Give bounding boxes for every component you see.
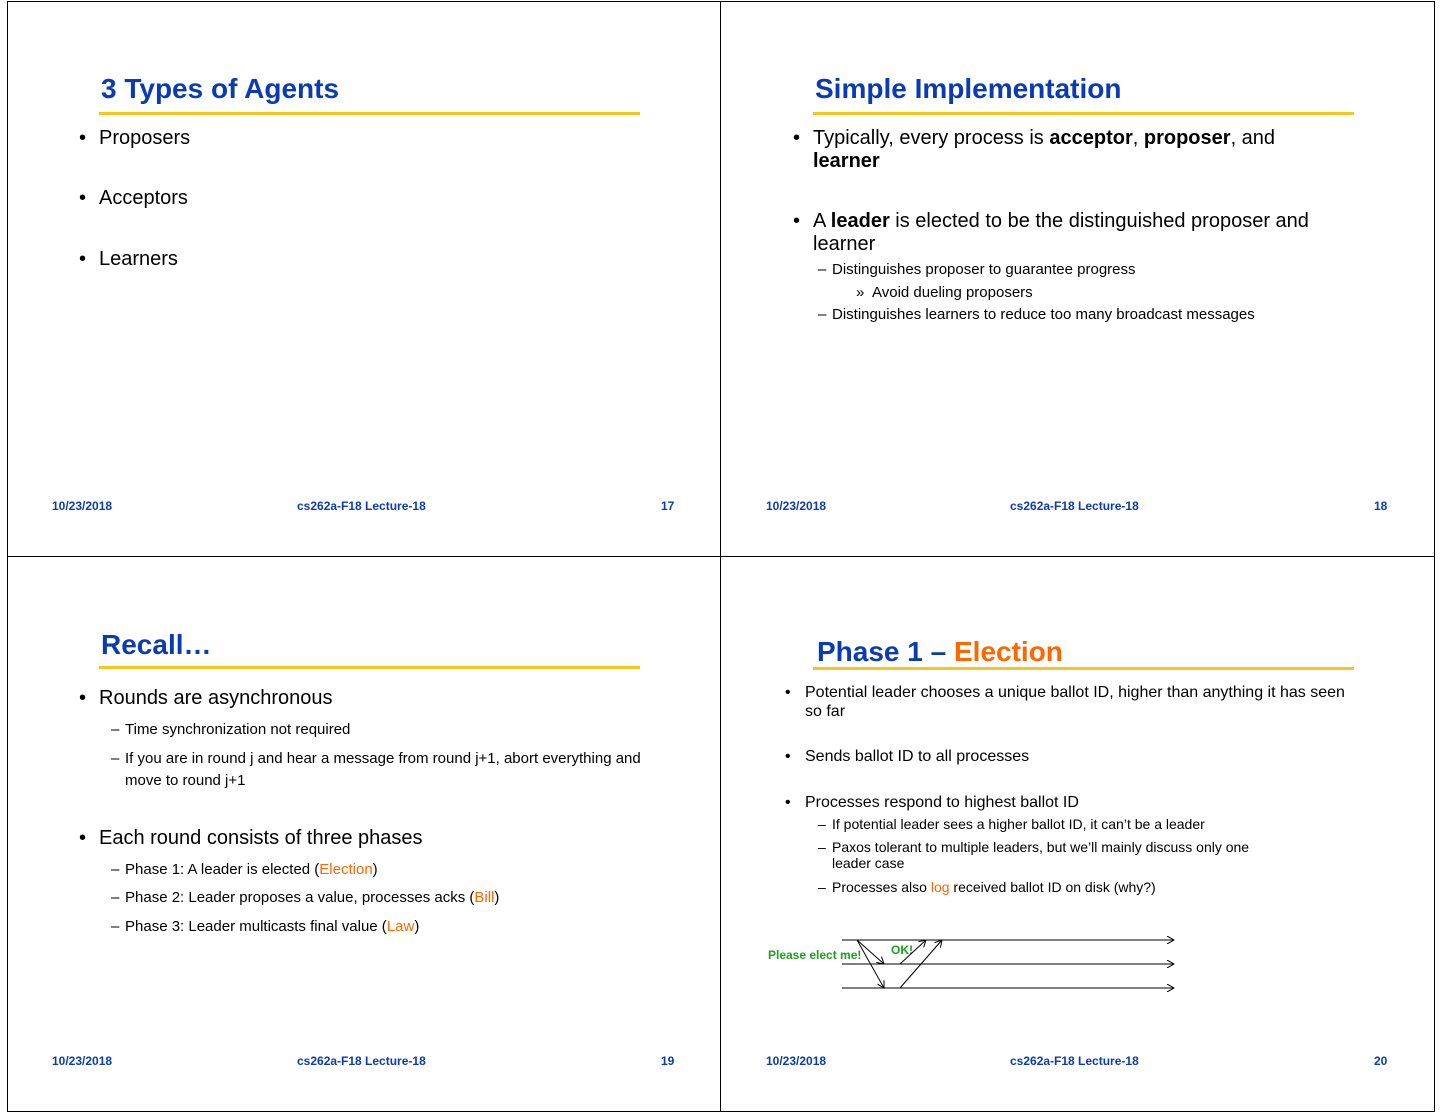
text: ) xyxy=(494,889,500,906)
highlight: Election xyxy=(319,861,373,878)
footer-course: cs262a-F18 Lecture-18 xyxy=(1010,499,1139,513)
text: leader xyxy=(830,210,890,232)
text: , xyxy=(1132,127,1144,149)
bullet xyxy=(793,210,1353,256)
footer-date: 10/23/2018 xyxy=(766,499,827,513)
slide-title: 3 Types of Agents xyxy=(101,73,340,104)
footer-course: cs262a-F18 Lecture-18 xyxy=(297,1054,426,1068)
title-rule xyxy=(99,666,640,669)
bullet: • Proposers xyxy=(79,127,639,150)
title-rule xyxy=(99,112,640,115)
text: is elected to be the distinguished proposer and learner xyxy=(813,210,1309,255)
page-number: 19 xyxy=(661,1054,675,1068)
bullet: • Rounds are asynchronous xyxy=(79,687,639,710)
sub-bullet: – If potential leader sees a higher ballot ID, it can’t be a leader xyxy=(818,815,1205,833)
message-arrow xyxy=(857,940,884,964)
slide-17 xyxy=(7,1,720,556)
text: acceptor xyxy=(1049,127,1133,149)
text: learner xyxy=(813,150,880,172)
text: Phase 3: Leader multicasts final value ( xyxy=(125,918,387,935)
text: Processes also xyxy=(832,879,931,895)
text: ) xyxy=(414,918,420,935)
bullet: • Learners xyxy=(79,248,639,271)
sub-bullet: – Paxos tolerant to multiple leaders, but we’ll mainly discuss only one leader case xyxy=(818,839,1288,871)
sub-bullet: – Distinguishes proposer to guarantee progress xyxy=(818,259,1136,281)
text: Phase 1: A leader is elected ( xyxy=(125,861,320,878)
sub-bullet: – Distinguishes learners to reduce too many broadcast messages xyxy=(818,304,1255,326)
sub-bullet: – If you are in round j and hear a message from round j+1, abort everything and move to round j+1 xyxy=(111,748,651,792)
sub-bullet: – Time synchronization not required xyxy=(111,719,350,741)
sub-bullet xyxy=(111,916,419,938)
message-arrow xyxy=(900,940,926,964)
page-number: 20 xyxy=(1374,1054,1388,1068)
highlight: log xyxy=(930,879,950,895)
bullet: • Sends ballot ID to all processes xyxy=(785,747,1345,766)
reply-label: OK! xyxy=(891,943,913,957)
request-label: Please elect me! xyxy=(768,948,862,962)
slide-18 xyxy=(721,1,1434,556)
text: Typically, every process is xyxy=(813,127,1050,149)
footer-date: 10/23/2018 xyxy=(52,499,113,513)
text: ) xyxy=(372,861,378,878)
footer-date: 10/23/2018 xyxy=(52,1054,113,1068)
sub-bullet xyxy=(111,887,499,909)
highlight: Election xyxy=(953,636,1063,667)
text: , and xyxy=(1230,127,1276,149)
highlight: Law xyxy=(386,918,415,935)
highlight: Bill xyxy=(474,889,495,906)
text: Phase 2: Leader proposes a value, processes acks ( xyxy=(125,889,475,906)
bullet: • Acceptors xyxy=(79,187,639,210)
bullet xyxy=(793,127,1353,173)
text: Phase 1 – xyxy=(817,636,954,667)
bullet: • Potential leader chooses a unique ballot ID, higher than anything it has seen so far xyxy=(785,683,1365,721)
footer-date: 10/23/2018 xyxy=(766,1054,827,1068)
slide-19 xyxy=(7,557,720,1112)
sub-sub-bullet: » Avoid dueling proposers xyxy=(856,284,1033,301)
slide-title: Simple Implementation xyxy=(815,73,1122,104)
slide-20 xyxy=(721,557,1434,1112)
message-diagram xyxy=(721,557,1434,1112)
page-number: 18 xyxy=(1374,499,1388,513)
text: received ballot ID on disk (why?) xyxy=(949,879,1156,895)
text: A xyxy=(813,210,831,232)
slide-title: Recall… xyxy=(101,629,212,660)
bullet: • Processes respond to highest ballot ID xyxy=(785,793,1345,812)
title-rule xyxy=(813,112,1354,115)
page-number: 17 xyxy=(661,499,675,513)
text: proposer xyxy=(1143,127,1231,149)
bullet: • Each round consists of three phases xyxy=(79,827,639,850)
footer-course: cs262a-F18 Lecture-18 xyxy=(297,499,426,513)
sub-bullet xyxy=(111,859,378,881)
footer-course: cs262a-F18 Lecture-18 xyxy=(1010,1054,1139,1068)
